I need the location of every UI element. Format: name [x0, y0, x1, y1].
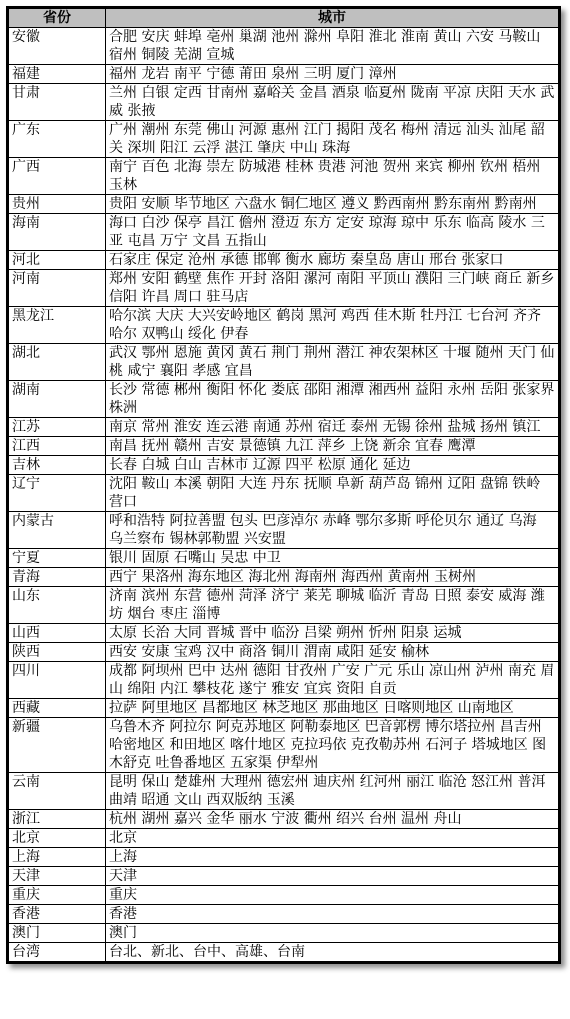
- cities-cell: 北京: [106, 829, 559, 848]
- table-row: [9, 867, 559, 886]
- province-cell: 云南: [9, 773, 106, 810]
- table-row: [9, 624, 559, 643]
- cities-cell: 长沙 常德 郴州 衡阳 怀化 娄底 邵阳 湘潭 湘西州 益阳 永州 岳阳 张家界 株洲: [106, 381, 559, 418]
- cities-cell: 武汉 鄂州 恩施 黄冈 黄石 荆门 荆州 潜江 神农架林区 十堰 随州 天门 仙桃 咸宁 襄阳 孝感 宜昌: [106, 344, 559, 381]
- province-cell: 新疆: [9, 718, 106, 773]
- table-body: [9, 28, 559, 962]
- table-row: [9, 437, 559, 456]
- table-row: [9, 475, 559, 512]
- cities-cell: 银川 固原 石嘴山 吴忠 中卫: [106, 549, 559, 568]
- province-cell: 天津: [9, 867, 106, 886]
- table-row: [9, 810, 559, 829]
- cities-cell: 郑州 安阳 鹤壁 焦作 开封 洛阳 漯河 南阳 平顶山 濮阳 三门峡 商丘 新乡 信阳 许昌 周口 驻马店: [106, 270, 559, 307]
- table-row: [9, 307, 559, 344]
- cities-cell: 成都 阿坝州 巴中 达州 德阳 甘孜州 广安 广元 乐山 凉山州 泸州 南充 眉山 绵阳 内江 攀枝花 遂宁 雅安 宜宾 资阳 自贡: [106, 662, 559, 699]
- table-row: [9, 456, 559, 475]
- table-row: [9, 848, 559, 867]
- cities-cell: 西安 安康 宝鸡 汉中 商洛 铜川 渭南 咸阳 延安 榆林: [106, 643, 559, 662]
- header-province: 省份: [9, 9, 106, 28]
- province-cell: 安徽: [9, 28, 106, 65]
- cities-cell: 南京 常州 淮安 连云港 南通 苏州 宿迁 泰州 无锡 徐州 盐城 扬州 镇江: [106, 418, 559, 437]
- table-row: [9, 718, 559, 773]
- province-cell: 青海: [9, 568, 106, 587]
- province-cell: 山西: [9, 624, 106, 643]
- cities-cell: 海口 白沙 保亭 昌江 儋州 澄迈 东方 定安 琼海 琼中 乐东 临高 陵水 三亚 屯昌 万宁 文昌 五指山: [106, 214, 559, 251]
- table-row: [9, 158, 559, 195]
- cities-cell: 呼和浩特 阿拉善盟 包头 巴彦淖尔 赤峰 鄂尔多斯 呼伦贝尔 通辽 乌海 乌兰察布 锡林郭勒盟 兴安盟: [106, 512, 559, 549]
- province-cell: 北京: [9, 829, 106, 848]
- province-cell: 吉林: [9, 456, 106, 475]
- table-row: [9, 214, 559, 251]
- province-cell: 浙江: [9, 810, 106, 829]
- province-city-table-frame: [6, 6, 561, 964]
- table-row: [9, 943, 559, 962]
- province-cell: 广西: [9, 158, 106, 195]
- province-cell: 上海: [9, 848, 106, 867]
- cities-cell: 哈尔滨 大庆 大兴安岭地区 鹤岗 黑河 鸡西 佳木斯 牡丹江 七台河 齐齐哈尔 双鸭山 绥化 伊春: [106, 307, 559, 344]
- table-row: [9, 121, 559, 158]
- province-cell: 贵州: [9, 195, 106, 214]
- cities-cell: 昆明 保山 楚雄州 大理州 德宏州 迪庆州 红河州 丽江 临沧 怒江州 普洱 曲靖 昭通 文山 西双版纳 玉溪: [106, 773, 559, 810]
- cities-cell: 福州 龙岩 南平 宁德 莆田 泉州 三明 厦门 漳州: [106, 65, 559, 84]
- cities-cell: 重庆: [106, 886, 559, 905]
- cities-cell: 石家庄 保定 沧州 承德 邯郸 衡水 廊坊 秦皇岛 唐山 邢台 张家口: [106, 251, 559, 270]
- cities-cell: 太原 长治 大同 晋城 晋中 临汾 吕梁 朔州 忻州 阳泉 运城: [106, 624, 559, 643]
- province-cell: 海南: [9, 214, 106, 251]
- table-row: [9, 251, 559, 270]
- header-cities: 城市: [106, 9, 559, 28]
- province-cell: 江西: [9, 437, 106, 456]
- cities-cell: 广州 潮州 东莞 佛山 河源 惠州 江门 揭阳 茂名 梅州 清远 汕头 汕尾 韶关 深圳 阳江 云浮 湛江 肇庆 中山 珠海: [106, 121, 559, 158]
- province-cell: 辽宁: [9, 475, 106, 512]
- table-row: [9, 512, 559, 549]
- province-cell: 陕西: [9, 643, 106, 662]
- province-cell: 甘肃: [9, 84, 106, 121]
- province-cell: 山东: [9, 587, 106, 624]
- table-row: [9, 84, 559, 121]
- table-row: [9, 587, 559, 624]
- province-cell: 内蒙古: [9, 512, 106, 549]
- table-row: [9, 195, 559, 214]
- province-cell: 西藏: [9, 699, 106, 718]
- province-cell: 湖南: [9, 381, 106, 418]
- table-row: [9, 829, 559, 848]
- table-row: [9, 270, 559, 307]
- province-cell: 台湾: [9, 943, 106, 962]
- cities-cell: 乌鲁木齐 阿拉尔 阿克苏地区 阿勒泰地区 巴音郭楞 博尔塔拉州 昌吉州 哈密地区 和田地区 喀什地区 克拉玛依 克孜勒苏州 石河子 塔城地区 图木舒克 吐鲁番地区 五家渠 伊犁州: [106, 718, 559, 773]
- province-cell: 澳门: [9, 924, 106, 943]
- table-row: [9, 643, 559, 662]
- province-cell: 湖北: [9, 344, 106, 381]
- cities-cell: 澳门: [106, 924, 559, 943]
- table-row: [9, 418, 559, 437]
- cities-cell: 南昌 抚州 赣州 吉安 景德镇 九江 萍乡 上饶 新余 宜春 鹰潭: [106, 437, 559, 456]
- cities-cell: 拉萨 阿里地区 昌都地区 林芝地区 那曲地区 日喀则地区 山南地区: [106, 699, 559, 718]
- cities-cell: 沈阳 鞍山 本溪 朝阳 大连 丹东 抚顺 阜新 葫芦岛 锦州 辽阳 盘锦 铁岭 营口: [106, 475, 559, 512]
- province-cell: 河南: [9, 270, 106, 307]
- province-cell: 黑龙江: [9, 307, 106, 344]
- table-row: [9, 568, 559, 587]
- table-row: [9, 549, 559, 568]
- province-cell: 河北: [9, 251, 106, 270]
- cities-cell: 贵阳 安顺 毕节地区 六盘水 铜仁地区 遵义 黔西南州 黔东南州 黔南州: [106, 195, 559, 214]
- cities-cell: 杭州 湖州 嘉兴 金华 丽水 宁波 衢州 绍兴 台州 温州 舟山: [106, 810, 559, 829]
- table-row: [9, 773, 559, 810]
- cities-cell: 香港: [106, 905, 559, 924]
- cities-cell: 台北、新北、台中、高雄、台南: [106, 943, 559, 962]
- province-city-table: [8, 8, 559, 962]
- province-cell: 广东: [9, 121, 106, 158]
- cities-cell: 南宁 百色 北海 崇左 防城港 桂林 贵港 河池 贺州 来宾 柳州 钦州 梧州 玉林: [106, 158, 559, 195]
- cities-cell: 长春 白城 白山 吉林市 辽源 四平 松原 通化 延边: [106, 456, 559, 475]
- table-row: [9, 381, 559, 418]
- cities-cell: 济南 滨州 东营 德州 菏泽 济宁 莱芜 聊城 临沂 青岛 日照 泰安 威海 潍坊 烟台 枣庄 淄博: [106, 587, 559, 624]
- table-row: [9, 924, 559, 943]
- cities-cell: 西宁 果洛州 海东地区 海北州 海南州 海西州 黄南州 玉树州: [106, 568, 559, 587]
- table-header-row: [9, 9, 559, 28]
- province-cell: 重庆: [9, 886, 106, 905]
- cities-cell: 天津: [106, 867, 559, 886]
- table-row: [9, 905, 559, 924]
- table-row: [9, 65, 559, 84]
- table-row: [9, 699, 559, 718]
- province-cell: 宁夏: [9, 549, 106, 568]
- table-row: [9, 662, 559, 699]
- table-row: [9, 886, 559, 905]
- province-cell: 香港: [9, 905, 106, 924]
- province-cell: 福建: [9, 65, 106, 84]
- table-row: [9, 344, 559, 381]
- province-cell: 四川: [9, 662, 106, 699]
- cities-cell: 合肥 安庆 蚌埠 亳州 巢湖 池州 滁州 阜阳 淮北 淮南 黄山 六安 马鞍山 宿州 铜陵 芜湖 宣城: [106, 28, 559, 65]
- cities-cell: 兰州 白银 定西 甘南州 嘉峪关 金昌 酒泉 临夏州 陇南 平凉 庆阳 天水 武威 张掖: [106, 84, 559, 121]
- province-cell: 江苏: [9, 418, 106, 437]
- table-row: [9, 28, 559, 65]
- cities-cell: 上海: [106, 848, 559, 867]
